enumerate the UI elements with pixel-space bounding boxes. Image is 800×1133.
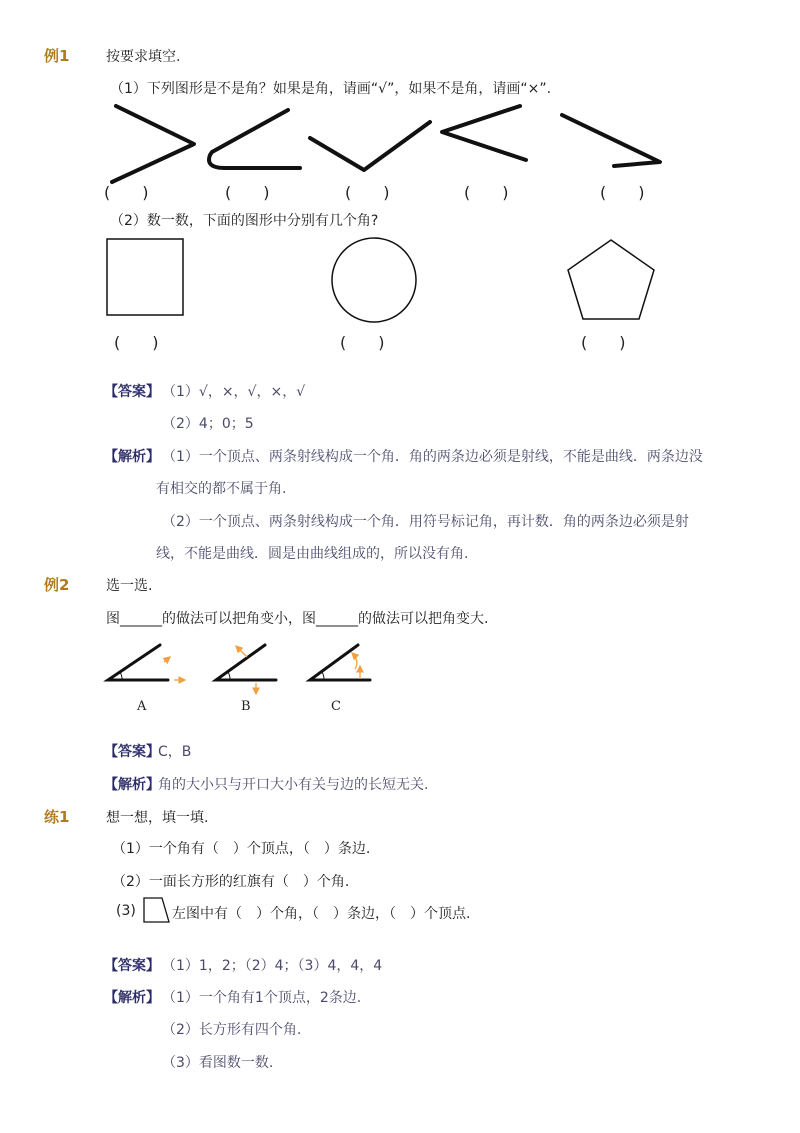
analysis-tag: 【解析】 xyxy=(104,777,160,793)
figure-1-angle xyxy=(112,106,194,182)
arrow-c1 xyxy=(352,653,357,669)
example2-question: 图______的做法可以把角变小，图______的做法可以把角变大. xyxy=(106,611,489,627)
arrow-a1 xyxy=(164,657,170,662)
example1-instruction: 按要求填空. xyxy=(106,49,181,65)
example1-answer2: （2）4；0；5 xyxy=(162,416,254,432)
angle-change-figures xyxy=(100,635,390,705)
pentagon-shape xyxy=(568,240,654,319)
analysis-tag: 【解析】 xyxy=(104,990,160,1006)
square-shape xyxy=(107,239,183,315)
figure-5-angle xyxy=(562,115,660,166)
example1-answer1: （1）√，×，√，×，√ xyxy=(162,384,306,400)
practice1-question2: （2）一面长方形的红旗有（ ）个角. xyxy=(112,874,350,890)
figure-a-angle xyxy=(108,645,168,680)
example1-analysis2a: （2）一个顶点、两条射线构成一个角．用符号标记角，再计数．角的两条边必须是射 xyxy=(162,514,689,530)
practice1-analysis3: （3）看图数一数. xyxy=(162,1055,274,1071)
example1-analysis1b: 有相交的都不属于角. xyxy=(156,481,287,497)
practice1-question1: （1）一个角有（ ）个顶点，（ ）条边. xyxy=(112,841,371,857)
practice1-label: 练1 xyxy=(44,808,70,826)
practice1-question3: 左图中有（ ）个角，（ ）条边，（ ）个顶点. xyxy=(172,906,471,922)
answer-blank-2[interactable]: ( ) xyxy=(225,183,270,202)
practice1-analysis1: （1）一个角有1个顶点，2条边. xyxy=(162,990,362,1006)
answer-blank-5[interactable]: ( ) xyxy=(600,183,645,202)
example2-instruction: 选一选. xyxy=(106,578,153,594)
figure-2-rounded xyxy=(209,110,300,168)
practice1-q3-prefix: (3) xyxy=(116,903,136,919)
example1-label: 例1 xyxy=(44,47,70,65)
shape-figures xyxy=(100,232,680,327)
figure-b-angle xyxy=(216,645,276,680)
answer-blank-1[interactable]: ( ) xyxy=(104,183,149,202)
figure-4-open xyxy=(442,106,526,160)
example2-label: 例2 xyxy=(44,576,70,594)
practice1-instruction: 想一想，填一填. xyxy=(106,810,209,826)
arrow-b1 xyxy=(236,646,247,657)
analysis-tag: 【解析】 xyxy=(104,449,160,465)
answer-tag: 【答案】 xyxy=(104,744,160,760)
example1-question1: （1）下列图形是不是角？如果是角，请画“√”，如果不是角，请画“×”. xyxy=(110,81,552,97)
shape-blank-3[interactable]: ( ) xyxy=(581,333,626,352)
figure-c-angle xyxy=(310,645,370,680)
shape-blank-1[interactable]: ( ) xyxy=(114,333,159,352)
angle-figures xyxy=(100,100,700,190)
caption-a: A xyxy=(137,699,147,714)
example1-analysis2b: 线，不能是曲线．圆是由曲线组成的，所以没有角. xyxy=(156,546,469,562)
circle-shape xyxy=(332,238,416,322)
caption-c: C xyxy=(331,699,341,714)
trapezoid-shape xyxy=(142,896,172,924)
answer-blank-4[interactable]: ( ) xyxy=(464,183,509,202)
figure-3-angle xyxy=(310,122,430,170)
example1-question2: （2）数一数，下面的图形中分别有几个角? xyxy=(110,213,379,229)
example1-analysis1a: （1）一个顶点、两条射线构成一个角．角的两条边必须是射线，不能是曲线．两条边没 xyxy=(162,449,703,465)
answer-blank-3[interactable]: ( ) xyxy=(345,183,390,202)
practice1-analysis2: （2）长方形有四个角. xyxy=(162,1022,302,1038)
practice1-answer: （1）1，2；（2）4；（3）4，4，4 xyxy=(162,958,383,974)
example2-analysis: 角的大小只与开口大小有关与边的长短无关. xyxy=(158,777,429,793)
answer-tag: 【答案】 xyxy=(104,384,160,400)
answer-tag: 【答案】 xyxy=(104,958,160,974)
caption-b: B xyxy=(241,699,251,714)
example2-answer: C，B xyxy=(158,744,192,760)
shape-blank-2[interactable]: ( ) xyxy=(340,333,385,352)
